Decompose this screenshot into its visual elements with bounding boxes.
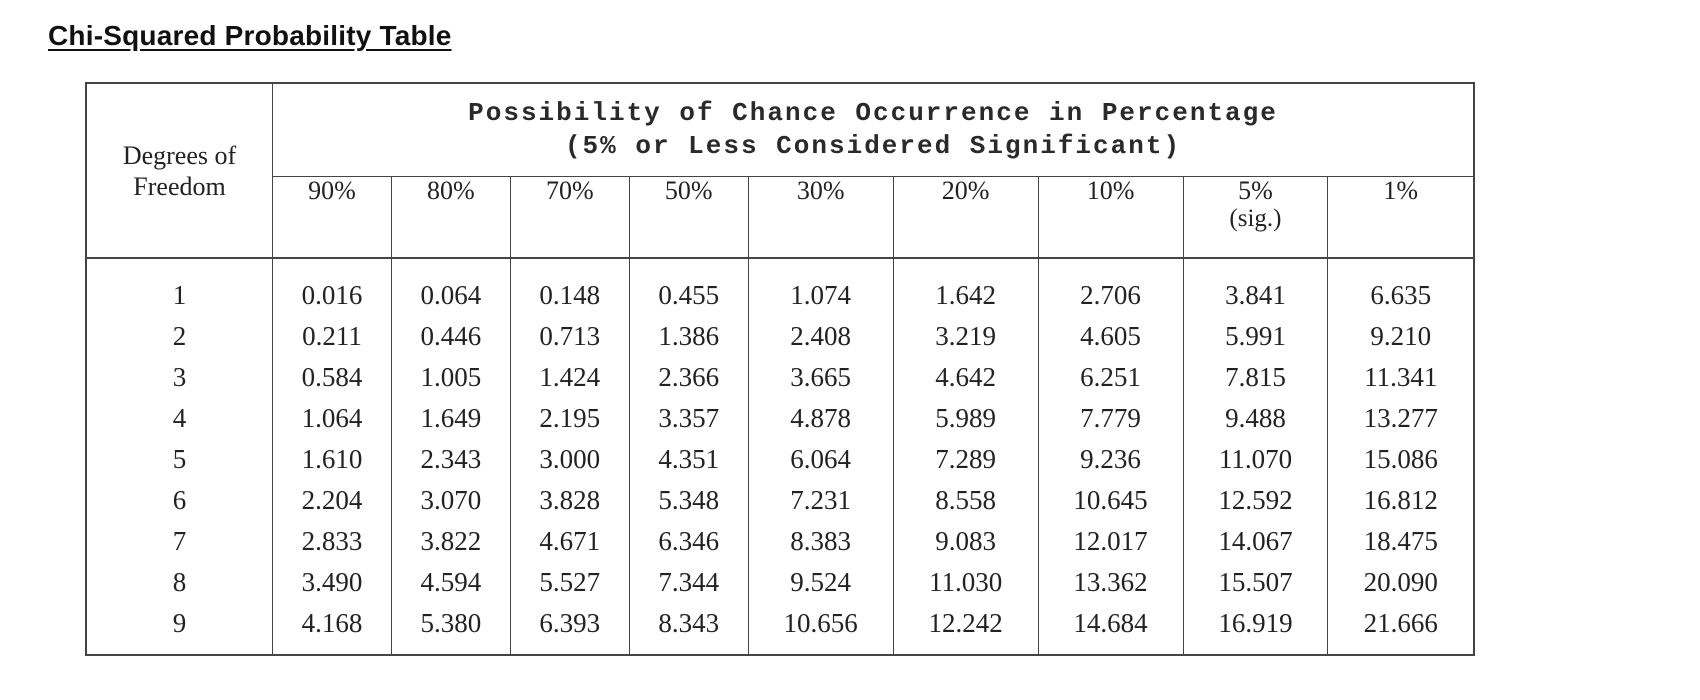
value-cell: 14.067 xyxy=(1183,521,1328,562)
value-cell: 8.558 xyxy=(893,480,1038,521)
value-cell: 3.490 xyxy=(273,562,392,603)
value-cell: 11.030 xyxy=(893,562,1038,603)
value-cell: 16.812 xyxy=(1328,480,1474,521)
value-cell: 21.666 xyxy=(1328,603,1474,655)
value-cell: 12.242 xyxy=(893,603,1038,655)
value-cell: 12.592 xyxy=(1183,480,1328,521)
dof-header-line1: Degrees of xyxy=(122,140,237,170)
column-header-70pct xyxy=(510,177,629,259)
value-cell: 5.527 xyxy=(510,562,629,603)
column-header-label: 90% xyxy=(308,176,356,205)
table-row xyxy=(86,439,1474,480)
value-cell: 4.594 xyxy=(391,562,510,603)
value-cell: 9.236 xyxy=(1038,439,1183,480)
value-cell: 6.393 xyxy=(510,603,629,655)
value-cell: 7.779 xyxy=(1038,398,1183,439)
value-cell: 1.424 xyxy=(510,357,629,398)
value-cell: 7.289 xyxy=(893,439,1038,480)
table-caption xyxy=(273,83,1475,177)
value-cell: 0.148 xyxy=(510,258,629,316)
column-header-row xyxy=(86,177,1474,259)
dof-cell: 8 xyxy=(86,562,273,603)
dof-cell: 6 xyxy=(86,480,273,521)
column-header-10pct xyxy=(1038,177,1183,259)
value-cell: 2.706 xyxy=(1038,258,1183,316)
value-cell: 9.210 xyxy=(1328,316,1474,357)
column-header-90pct xyxy=(273,177,392,259)
value-cell: 16.919 xyxy=(1183,603,1328,655)
value-cell: 3.000 xyxy=(510,439,629,480)
table-row xyxy=(86,521,1474,562)
dof-cell: 9 xyxy=(86,603,273,655)
value-cell: 0.016 xyxy=(273,258,392,316)
value-cell: 3.070 xyxy=(391,480,510,521)
column-header-50pct xyxy=(629,177,748,259)
value-cell: 8.383 xyxy=(748,521,893,562)
dof-cell: 2 xyxy=(86,316,273,357)
column-header-label: 20% xyxy=(941,176,990,205)
table-row xyxy=(86,480,1474,521)
value-cell: 4.642 xyxy=(893,357,1038,398)
value-cell: 1.074 xyxy=(748,258,893,316)
column-header-label: 5% xyxy=(1238,176,1273,205)
value-cell: 12.017 xyxy=(1038,521,1183,562)
value-cell: 6.064 xyxy=(748,439,893,480)
value-cell: 5.991 xyxy=(1183,316,1328,357)
value-cell: 1.005 xyxy=(391,357,510,398)
value-cell: 2.366 xyxy=(629,357,748,398)
value-cell: 4.605 xyxy=(1038,316,1183,357)
table-row xyxy=(86,603,1474,655)
value-cell: 9.083 xyxy=(893,521,1038,562)
value-cell: 3.357 xyxy=(629,398,748,439)
column-header-label: 10% xyxy=(1086,176,1135,205)
value-cell: 14.684 xyxy=(1038,603,1183,655)
value-cell: 0.064 xyxy=(391,258,510,316)
value-cell: 1.610 xyxy=(273,439,392,480)
value-cell: 6.346 xyxy=(629,521,748,562)
dof-header-line2: Freedom xyxy=(133,171,226,201)
table-row xyxy=(86,357,1474,398)
value-cell: 7.344 xyxy=(629,562,748,603)
value-cell: 2.833 xyxy=(273,521,392,562)
table-row xyxy=(86,562,1474,603)
value-cell: 4.168 xyxy=(273,603,392,655)
value-cell: 7.815 xyxy=(1183,357,1328,398)
value-cell: 0.211 xyxy=(273,316,392,357)
value-cell: 15.507 xyxy=(1183,562,1328,603)
value-cell: 3.841 xyxy=(1183,258,1328,316)
column-header-30pct xyxy=(748,177,893,259)
value-cell: 20.090 xyxy=(1328,562,1474,603)
dof-cell: 3 xyxy=(86,357,273,398)
value-cell: 1.386 xyxy=(629,316,748,357)
caption-line2: (5% or Less Considered Significant) xyxy=(564,131,1182,161)
table-row xyxy=(86,258,1474,316)
value-cell: 2.195 xyxy=(510,398,629,439)
value-cell: 3.822 xyxy=(391,521,510,562)
column-header-label: 50% xyxy=(664,176,713,205)
value-cell: 9.524 xyxy=(748,562,893,603)
column-header-label: 80% xyxy=(427,176,475,205)
value-cell: 3.665 xyxy=(748,357,893,398)
column-header-5pct xyxy=(1183,177,1328,259)
value-cell: 4.351 xyxy=(629,439,748,480)
dof-cell: 1 xyxy=(86,258,273,316)
value-cell: 8.343 xyxy=(629,603,748,655)
dof-cell: 5 xyxy=(86,439,273,480)
value-cell: 0.446 xyxy=(391,316,510,357)
value-cell: 7.231 xyxy=(748,480,893,521)
caption-row xyxy=(86,83,1474,177)
value-cell: 2.204 xyxy=(273,480,392,521)
value-cell: 5.380 xyxy=(391,603,510,655)
page-title: Chi-Squared Probability Table xyxy=(48,20,452,51)
value-cell: 18.475 xyxy=(1328,521,1474,562)
table-row xyxy=(86,398,1474,439)
value-cell: 4.878 xyxy=(748,398,893,439)
value-cell: 1.064 xyxy=(273,398,392,439)
value-cell: 0.713 xyxy=(510,316,629,357)
column-header-1pct xyxy=(1328,177,1474,259)
chi-squared-table xyxy=(85,82,1475,656)
dof-cell: 4 xyxy=(86,398,273,439)
column-header-label: 1% xyxy=(1383,176,1419,205)
value-cell: 13.277 xyxy=(1328,398,1474,439)
value-cell: 1.642 xyxy=(893,258,1038,316)
value-cell: 0.455 xyxy=(629,258,748,316)
column-header-80pct xyxy=(391,177,510,259)
dof-cell: 7 xyxy=(86,521,273,562)
value-cell: 4.671 xyxy=(510,521,629,562)
value-cell: 10.656 xyxy=(748,603,893,655)
value-cell: 6.635 xyxy=(1328,258,1474,316)
value-cell: 6.251 xyxy=(1038,357,1183,398)
table-body xyxy=(86,258,1474,655)
column-header-label: 70% xyxy=(545,176,594,205)
value-cell: 11.341 xyxy=(1328,357,1474,398)
value-cell: 5.348 xyxy=(629,480,748,521)
value-cell: 13.362 xyxy=(1038,562,1183,603)
column-header-sublabel: (sig.) xyxy=(1229,205,1282,232)
value-cell: 0.584 xyxy=(273,357,392,398)
value-cell: 11.070 xyxy=(1183,439,1328,480)
value-cell: 3.828 xyxy=(510,480,629,521)
value-cell: 9.488 xyxy=(1183,398,1328,439)
column-header-20pct xyxy=(893,177,1038,259)
value-cell: 2.408 xyxy=(748,316,893,357)
value-cell: 10.645 xyxy=(1038,480,1183,521)
value-cell: 3.219 xyxy=(893,316,1038,357)
column-header-label: 30% xyxy=(796,176,845,205)
value-cell: 5.989 xyxy=(893,398,1038,439)
table-row xyxy=(86,316,1474,357)
value-cell: 2.343 xyxy=(391,439,510,480)
value-cell: 15.086 xyxy=(1328,439,1474,480)
caption-line1: Possibility of Chance Occurrence in Percentage xyxy=(468,98,1278,128)
dof-column-header xyxy=(86,83,273,258)
value-cell: 1.649 xyxy=(391,398,510,439)
